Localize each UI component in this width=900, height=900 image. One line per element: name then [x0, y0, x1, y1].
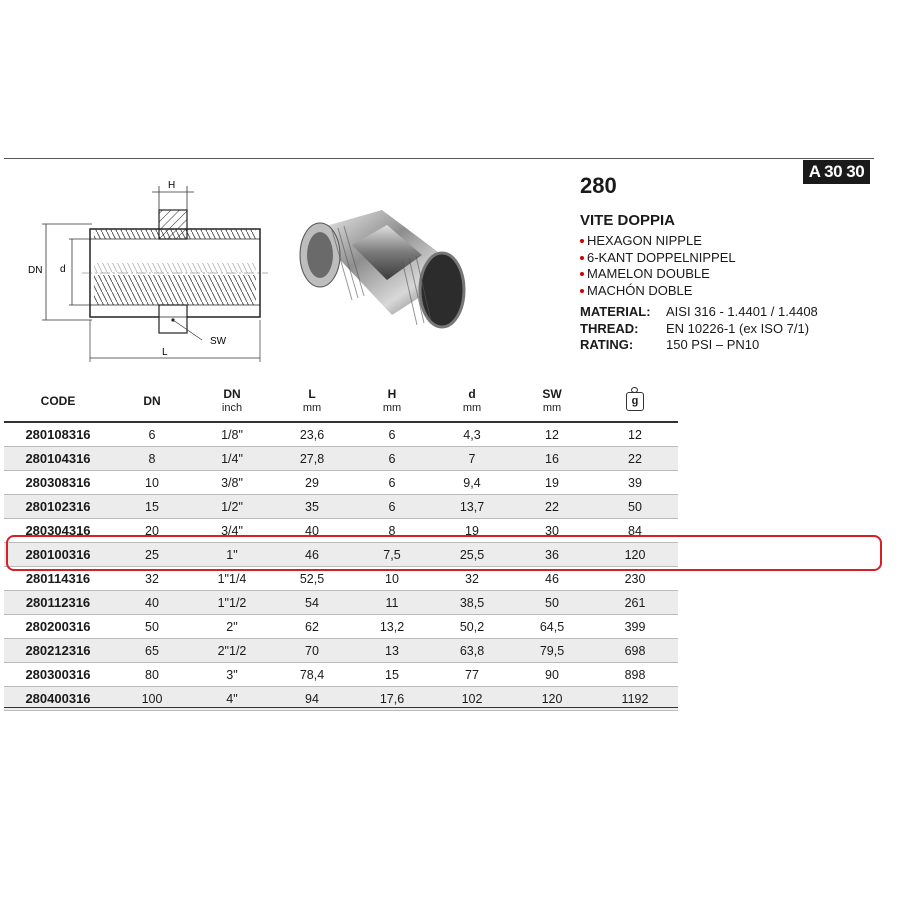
table-cell: 120 — [592, 543, 678, 567]
table-cell: 64,5 — [512, 615, 592, 639]
table-row — [4, 591, 678, 615]
table-cell: 17,6 — [352, 687, 432, 711]
table-cell: 29 — [272, 471, 352, 495]
table-cell: 261 — [592, 591, 678, 615]
column-header — [112, 381, 192, 422]
table-cell: 25 — [112, 543, 192, 567]
column-header — [4, 381, 112, 422]
table-cell: 79,5 — [512, 639, 592, 663]
table-row — [4, 639, 678, 663]
table-row — [4, 615, 678, 639]
table-cell: 698 — [592, 639, 678, 663]
technical-drawing — [22, 172, 272, 367]
product-code-cell: 280114316 — [4, 567, 112, 591]
spec-key: MATERIAL: — [580, 304, 651, 319]
translation-item: 6-KANT DOPPELNIPPEL — [580, 250, 818, 267]
table-row — [4, 663, 678, 687]
table-cell: 39 — [592, 471, 678, 495]
table-cell: 36 — [512, 543, 592, 567]
highlighted-row-outline — [6, 535, 882, 571]
column-header — [272, 381, 352, 422]
table-cell: 11 — [352, 591, 432, 615]
table-cell: 70 — [272, 639, 352, 663]
spec-key: RATING: — [580, 337, 634, 352]
column-header-unit: inch — [221, 402, 243, 414]
table-cell: 10 — [352, 567, 432, 591]
product-photo — [292, 200, 472, 350]
table-cell: 3/8" — [192, 471, 272, 495]
table-cell: 399 — [592, 615, 678, 639]
table-cell: 19 — [432, 519, 512, 543]
product-name: VITE DOPPIA — [580, 212, 676, 229]
table-cell: 13,7 — [432, 495, 512, 519]
table-cell: 898 — [592, 663, 678, 687]
table-cell: 2"1/2 — [192, 639, 272, 663]
table-cell: 84 — [592, 519, 678, 543]
table-cell: 30 — [512, 519, 592, 543]
specs — [580, 304, 818, 354]
table-cell: 90 — [512, 663, 592, 687]
table-cell: 23,6 — [272, 422, 352, 447]
table-cell: 8 — [352, 519, 432, 543]
table-cell: 2" — [192, 615, 272, 639]
table-cell: 35 — [272, 495, 352, 519]
table-cell: 1/4" — [192, 447, 272, 471]
spec-value: 150 PSI – PN10 — [666, 337, 760, 352]
table-cell: 1/2" — [192, 495, 272, 519]
table-cell: 63,8 — [432, 639, 512, 663]
spec-value: AISI 316 - 1.4401 / 1.4408 — [666, 304, 818, 319]
table-cell: 102 — [432, 687, 512, 711]
column-header — [432, 381, 512, 422]
translation-item: MAMELON DOUBLE — [580, 266, 818, 283]
table-cell: 13 — [352, 639, 432, 663]
table-cell: 1"1/4 — [192, 567, 272, 591]
product-code-cell: 280102316 — [4, 495, 112, 519]
column-header-label: H — [387, 387, 397, 401]
product-code-cell: 280112316 — [4, 591, 112, 615]
table-cell: 20 — [112, 519, 192, 543]
product-code-cell: 280300316 — [4, 663, 112, 687]
table-cell: 1192 — [592, 687, 678, 711]
column-header-label: d — [468, 387, 476, 401]
weight-icon — [626, 392, 644, 411]
table-cell: 65 — [112, 639, 192, 663]
product-code-cell: 280400316 — [4, 687, 112, 711]
spec-rating — [580, 337, 818, 354]
table-row — [4, 471, 678, 495]
spec-key: THREAD: — [580, 320, 639, 336]
table-cell: 1/8" — [192, 422, 272, 447]
table-cell: 100 — [112, 687, 192, 711]
table-cell: 7,5 — [352, 543, 432, 567]
table-cell: 38,5 — [432, 591, 512, 615]
table-cell: 78,4 — [272, 663, 352, 687]
table-cell: 25,5 — [432, 543, 512, 567]
column-header-label: SW — [542, 387, 562, 401]
table-header-row — [4, 381, 678, 422]
label-h: H — [168, 180, 176, 191]
table-cell: 4,3 — [432, 422, 512, 447]
table-cell: 1"1/2 — [192, 591, 272, 615]
table-cell: 4" — [192, 687, 272, 711]
label-l: L — [162, 347, 168, 358]
table-cell: 40 — [112, 591, 192, 615]
column-header-label: L — [308, 387, 316, 401]
table-cell: 10 — [112, 471, 192, 495]
table-cell: 32 — [112, 567, 192, 591]
column-header — [352, 381, 432, 422]
table-cell: 15 — [112, 495, 192, 519]
product-code-cell: 280100316 — [4, 543, 112, 567]
table-cell: 6 — [352, 495, 432, 519]
table-cell: 230 — [592, 567, 678, 591]
table-cell: 6 — [352, 471, 432, 495]
table-row — [4, 495, 678, 519]
label-d: d — [60, 264, 66, 275]
table-cell: 94 — [272, 687, 352, 711]
column-header — [592, 381, 678, 422]
product-info — [580, 172, 818, 354]
column-header — [512, 381, 592, 422]
column-header-unit: mm — [302, 402, 322, 414]
table-cell: 46 — [512, 567, 592, 591]
table-cell: 6 — [112, 422, 192, 447]
table-cell: 46 — [272, 543, 352, 567]
header-rule — [4, 158, 874, 159]
table-cell: 13,2 — [352, 615, 432, 639]
table-cell: 50 — [112, 615, 192, 639]
table-cell: 27,8 — [272, 447, 352, 471]
table-cell: 7 — [432, 447, 512, 471]
table-cell: 16 — [512, 447, 592, 471]
catalog-badge: A 30 30 — [803, 160, 870, 184]
column-header-unit: mm — [382, 402, 402, 414]
table-cell: 50,2 — [432, 615, 512, 639]
product-code-cell: 280108316 — [4, 422, 112, 447]
table-row — [4, 422, 678, 447]
table-cell: 6 — [352, 422, 432, 447]
table-cell: 9,4 — [432, 471, 512, 495]
table-cell: 8 — [112, 447, 192, 471]
translations-list — [580, 233, 818, 299]
table-cell: 6 — [352, 447, 432, 471]
table-cell: 3" — [192, 663, 272, 687]
column-header-unit: mm — [542, 402, 562, 414]
label-dn: DN — [28, 265, 43, 276]
column-header-label: g — [631, 394, 639, 407]
table-cell: 80 — [112, 663, 192, 687]
product-code-cell: 280308316 — [4, 471, 112, 495]
product-code-cell: 280304316 — [4, 519, 112, 543]
translation-item: MACHÓN DOBLE — [580, 283, 818, 300]
model-number: 280 — [580, 173, 617, 198]
table-cell: 77 — [432, 663, 512, 687]
table-cell: 3/4" — [192, 519, 272, 543]
table-cell: 22 — [512, 495, 592, 519]
translation-item: HEXAGON NIPPLE — [580, 233, 818, 250]
table-cell: 54 — [272, 591, 352, 615]
table-cell: 40 — [272, 519, 352, 543]
table-cell: 120 — [512, 687, 592, 711]
table-bottom-rule — [4, 707, 678, 708]
product-code-cell: 280200316 — [4, 615, 112, 639]
spec-thread — [580, 321, 818, 338]
table-cell: 19 — [512, 471, 592, 495]
table-cell: 15 — [352, 663, 432, 687]
table-cell: 50 — [512, 591, 592, 615]
table-cell: 22 — [592, 447, 678, 471]
label-sw: SW — [210, 336, 227, 347]
table-cell: 52,5 — [272, 567, 352, 591]
spec-value: EN 10226-1 (ex ISO 7/1) — [666, 320, 810, 336]
table-cell: 1" — [192, 543, 272, 567]
table-cell: 12 — [592, 422, 678, 447]
spec-material — [580, 304, 818, 321]
column-header-label: CODE — [40, 394, 76, 408]
product-code-cell: 280104316 — [4, 447, 112, 471]
table-cell: 62 — [272, 615, 352, 639]
column-header-unit: mm — [462, 402, 482, 414]
table-cell: 32 — [432, 567, 512, 591]
table-cell: 12 — [512, 422, 592, 447]
table-cell: 50 — [592, 495, 678, 519]
table-row — [4, 447, 678, 471]
column-header-label: DN — [223, 387, 241, 401]
product-code-cell: 280212316 — [4, 639, 112, 663]
column-header-label: DN — [143, 394, 161, 408]
column-header — [192, 381, 272, 422]
